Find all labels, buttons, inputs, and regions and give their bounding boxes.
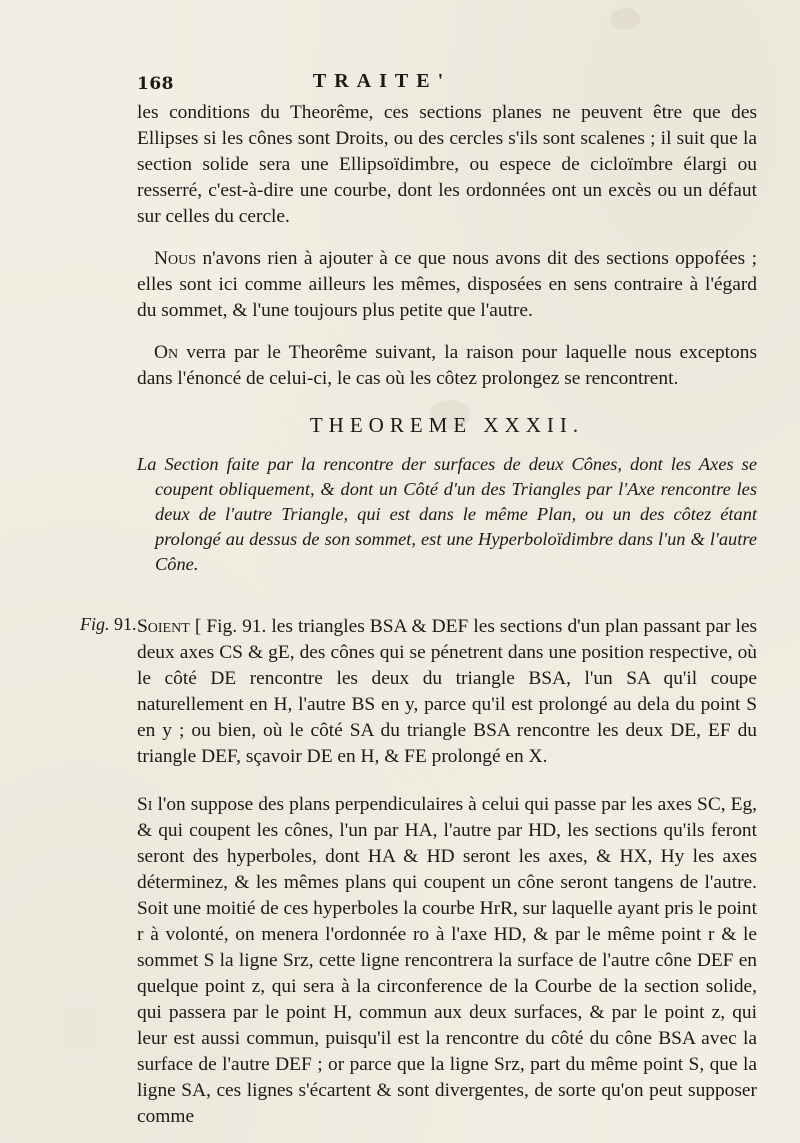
- paragraph-lead: Si: [137, 794, 153, 815]
- page-header: [137, 70, 757, 100]
- running-title: TRAITE': [312, 70, 452, 92]
- paragraph: [137, 792, 757, 1130]
- paragraph-text: verra par le Theorême suivant, la raison pour laquelle nous exceptons dans l'énoncé de celui-ci, le cas où les côtez prolongez se rencontrent.: [137, 342, 757, 389]
- paragraph-text: [ Fig. 91. les triangles BSA & DEF les sections d'un plan passant par les deux axes CS & gE, des cônes qui se pénetrent dans une position respective, où le côté DE rencontre les deux du triangle BSA, l'un SA qu'il coupe naturellement en H, l'autre BS en y, parce qu'il est prolongé au dela du point S en y ; ou bien, où le côté SA du triangle BSA rencontre les deux DE, EF du triangle DEF, sçavoir DE en H, & FE prolongé en X.: [137, 616, 757, 767]
- page-number: 168: [137, 74, 174, 94]
- figure-label: Fig.: [80, 614, 110, 634]
- paragraph: [137, 100, 757, 230]
- paragraph-text: les conditions du Theorême, ces sections planes ne peuvent être que des Ellipses si les cônes sont Droits, ou des cercles s'ils sont scalenes ; il suit que la section solide sera une Ellipsoïdimbre, ou espece de cicloïmbre élargi ou resserré, c'est-à-dire une courbe, dont les ordonnées ont un excès ou un défaut sur celles du cercle.: [137, 102, 757, 227]
- paragraph: [137, 614, 757, 770]
- paper-stain: [610, 8, 640, 30]
- paragraph-lead: On: [154, 342, 179, 363]
- theorem-statement-text: La Section faite par la rencontre der surfaces de deux Cônes, dont les Axes se coupent obliquement, & dont un Côté d'un des Triangles par l'Axe rencontre les deux de l'autre Triangle, qui est dans le même Plan, ou un des côtez étant prolongé au dessus de son sommet, est une Hyperboloïdimbre dans l'un & l'autre Cône.: [137, 454, 757, 574]
- paragraph-text: n'avons rien à ajouter à ce que nous avons dit des sections oppofées ; elles sont ici comme ailleurs les mêmes, disposées en sens contraire à l'égard du sommet, & l'une toujours plus petite que l'autre.: [137, 248, 757, 321]
- paragraph-lead: Nous: [154, 248, 197, 269]
- opening-paragraphs: [137, 100, 757, 392]
- figure-number: 91.: [114, 614, 137, 634]
- paragraph: [137, 340, 757, 392]
- margin-figure-reference: [80, 614, 137, 635]
- paragraph-lead: Soient: [137, 616, 190, 637]
- theorem-statement: [137, 452, 757, 577]
- paragraph-text: l'on suppose des plans perpendiculaires à celui qui passe par les axes SC, Eg, & qui coupent les cônes, l'un par HA, l'autre par HD, les sections qu'ils feront seront des hyperboles, dont HA & HD seront les axes, & HX, Hy les axes déterminez, & les mêmes plans qui coupent un cône seront tangens de l'autre. Soit une moitié de ces hyperboles la courbe HrR, sur laquelle ayant pris le point r à volonté, on menera l'ordonnée ro à l'axe HD, & par le même point r & le sommet S la ligne Srz, cette ligne rencontrera la surface de l'autre cône DEF en quelque point z, qui sera à la circonference de la Courbe de la section solide, qui passera par le point H, commun aux deux surfaces, & par le point z, qui leur est aussi commun, puisqu'il est la rencontre du côté du cône BSA avec la surface de l'autre DEF ; or parce que la ligne Srz, part du même point S, que la ligne SA, ces lignes s'écartent & sont divergentes, de sorte qu'on peut supposer comme: [137, 794, 757, 1127]
- demonstration-paragraphs: [137, 614, 757, 1130]
- paragraph: [137, 246, 757, 324]
- theorem-title: THEOREME XXXII.: [309, 413, 585, 437]
